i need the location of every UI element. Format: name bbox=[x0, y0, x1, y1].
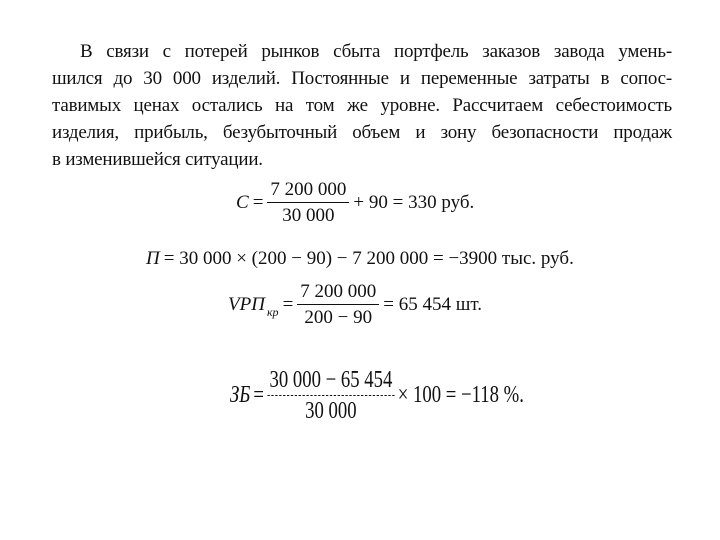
equals-sign: = bbox=[252, 191, 264, 213]
cost-result: + 90 = 330 руб. bbox=[353, 191, 475, 213]
safety-zone-formula bbox=[230, 368, 524, 423]
problem-paragraph bbox=[52, 38, 672, 173]
safety-zone-fraction bbox=[267, 368, 395, 423]
safety-zone-numerator: 30 000 − 65 454 bbox=[267, 368, 395, 396]
profit-expression: = 30 000 × (200 − 90) − 7 200 000 = −3900 тыс. руб. bbox=[163, 248, 574, 269]
paragraph-line: изделия, прибыль, безубыточный объем и зону безопасности продаж bbox=[52, 122, 672, 143]
safety-zone-result: × 100 = −118 %. bbox=[397, 382, 524, 408]
cost-denominator: 30 000 bbox=[282, 205, 335, 226]
cost-numerator: 7 200 000 bbox=[267, 180, 349, 203]
paragraph-line: в изменившейся ситуации. bbox=[52, 149, 263, 170]
paragraph-line: В связи с потерей рынков сбыта портфель заказов завода умень- bbox=[80, 41, 672, 62]
breakeven-formula bbox=[228, 282, 482, 327]
breakeven-symbol: VРП bbox=[228, 293, 265, 315]
safety-zone-denominator: 30 000 bbox=[305, 398, 357, 424]
equals-sign: = bbox=[282, 293, 294, 315]
equals-sign: = bbox=[253, 382, 265, 408]
breakeven-subscript: кр bbox=[266, 305, 279, 319]
cost-symbol: С bbox=[236, 191, 249, 213]
paragraph-line: тавимых ценах остались на том же уровне. Рассчитаем себестоимость bbox=[52, 95, 672, 116]
profit-symbol: П bbox=[146, 248, 160, 269]
cost-fraction bbox=[267, 180, 349, 225]
breakeven-fraction bbox=[297, 282, 379, 327]
cost-formula bbox=[236, 180, 474, 225]
breakeven-denominator: 200 − 90 bbox=[304, 307, 373, 328]
safety-zone-symbol: ЗБ bbox=[230, 382, 251, 408]
profit-formula bbox=[146, 248, 574, 270]
paragraph-line: шился до 30 000 изделий. Постоянные и переменные затраты в сопос- bbox=[52, 68, 672, 89]
breakeven-numerator: 7 200 000 bbox=[297, 282, 379, 305]
breakeven-result: = 65 454 шт. bbox=[383, 293, 483, 315]
